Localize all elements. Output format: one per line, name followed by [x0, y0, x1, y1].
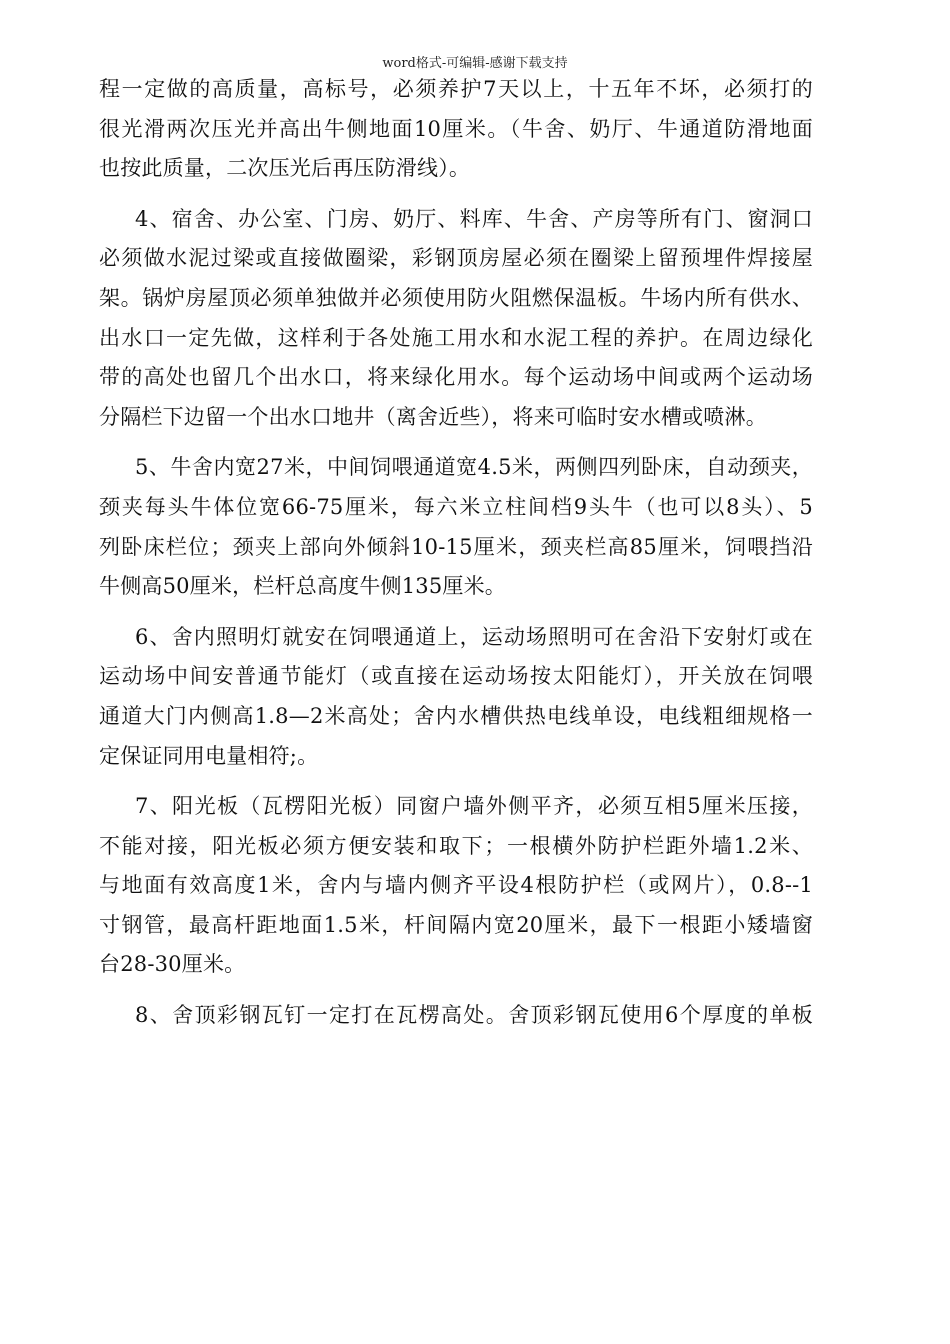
text-line: 也按此质量，二次压光后再压防滑线）。: [99, 156, 471, 181]
paragraph-item-7: [99, 787, 813, 985]
text-line: 7、阳光板（瓦楞阳光板）同窗户墙外侧平齐，必须互相5厘米压接，: [135, 794, 813, 819]
text-line: 程一定做的高质量，高标号，必须养护7天以上，十五年不坏，必须打的: [99, 77, 813, 101]
paragraph-item-5: [99, 448, 813, 606]
text-line: 出水口一定先做，这样利于各处施工用水和水泥工程的养护。在周边绿化: [99, 325, 813, 350]
text-line: 必须做水泥过梁或直接做圈梁，彩钢顶房屋必须在圈梁上留预埋件焊接屋: [99, 246, 813, 271]
text-line: 不能对接，阳光板必须方便安装和取下；一根横外防护栏距外墙1.2米、: [99, 833, 813, 858]
text-line: 通道大门内侧高1.8—2米高处；舍内水槽供热电线单设，电线粗细规格一: [99, 703, 813, 728]
text-line: 牛侧高50厘米，栏杆总高度牛侧135厘米。: [99, 574, 507, 599]
text-line: 6、舍内照明灯就安在饲喂通道上，运动场照明可在舍沿下安射灯或在: [135, 624, 813, 649]
text-line: 台28-30厘米。: [99, 952, 246, 977]
text-line: 很光滑两次压光并高出牛侧地面10厘米。（牛舍、奶厅、牛通道防滑地面: [99, 116, 813, 141]
text-line: 架。锅炉房屋顶必须单独做并必须使用防火阻燃保温板。牛场内所有供水、: [99, 285, 813, 310]
text-line: 列卧床栏位；颈夹上部向外倾斜10-15厘米，颈夹栏高85厘米，饲喂挡沿: [99, 534, 813, 559]
text-line: 8、舍顶彩钢瓦钉一定打在瓦楞高处。舍顶彩钢瓦使用6个厚度的单板: [135, 1003, 813, 1028]
text-line: 与地面有效高度1米，舍内与墙内侧齐平设4根防护栏（或网片），0.8--1: [99, 873, 813, 898]
text-line: 4、宿舍、办公室、门房、奶厅、料库、牛舍、产房等所有门、窗洞口: [135, 206, 813, 231]
text-line: 定保证同用电量相符;。: [99, 743, 319, 768]
paragraph-continuation: [99, 70, 813, 189]
paragraph-item-6: [99, 618, 813, 776]
text-line: 5、牛舍内宽27米，中间饲喂通道宽4.5米，两侧四列卧床，自动颈夹，: [135, 455, 813, 480]
text-line: 寸钢管，最高杆距地面1.5米，杆间隔内宽20厘米，最下一根距小矮墙窗: [99, 912, 813, 937]
text-line: 颈夹每头牛体位宽66-75厘米，每六米立柱间档9头牛（也可以8头）、5: [99, 494, 813, 519]
page-header: word格式-可编辑-感谢下载支持: [382, 56, 568, 71]
paragraph-item-8: [99, 996, 813, 1036]
text-line: 分隔栏下边留一个出水口地井（离舍近些），将来可临时安水槽或喷淋。: [99, 404, 767, 429]
text-line: 带的高处也留几个出水口，将来绿化用水。每个运动场中间或两个运动场: [99, 365, 813, 390]
text-line: 运动场中间安普通节能灯（或直接在运动场按太阳能灯），开关放在饲喂: [99, 664, 813, 689]
document-body: [99, 70, 813, 1036]
paragraph-item-4: [99, 200, 813, 438]
